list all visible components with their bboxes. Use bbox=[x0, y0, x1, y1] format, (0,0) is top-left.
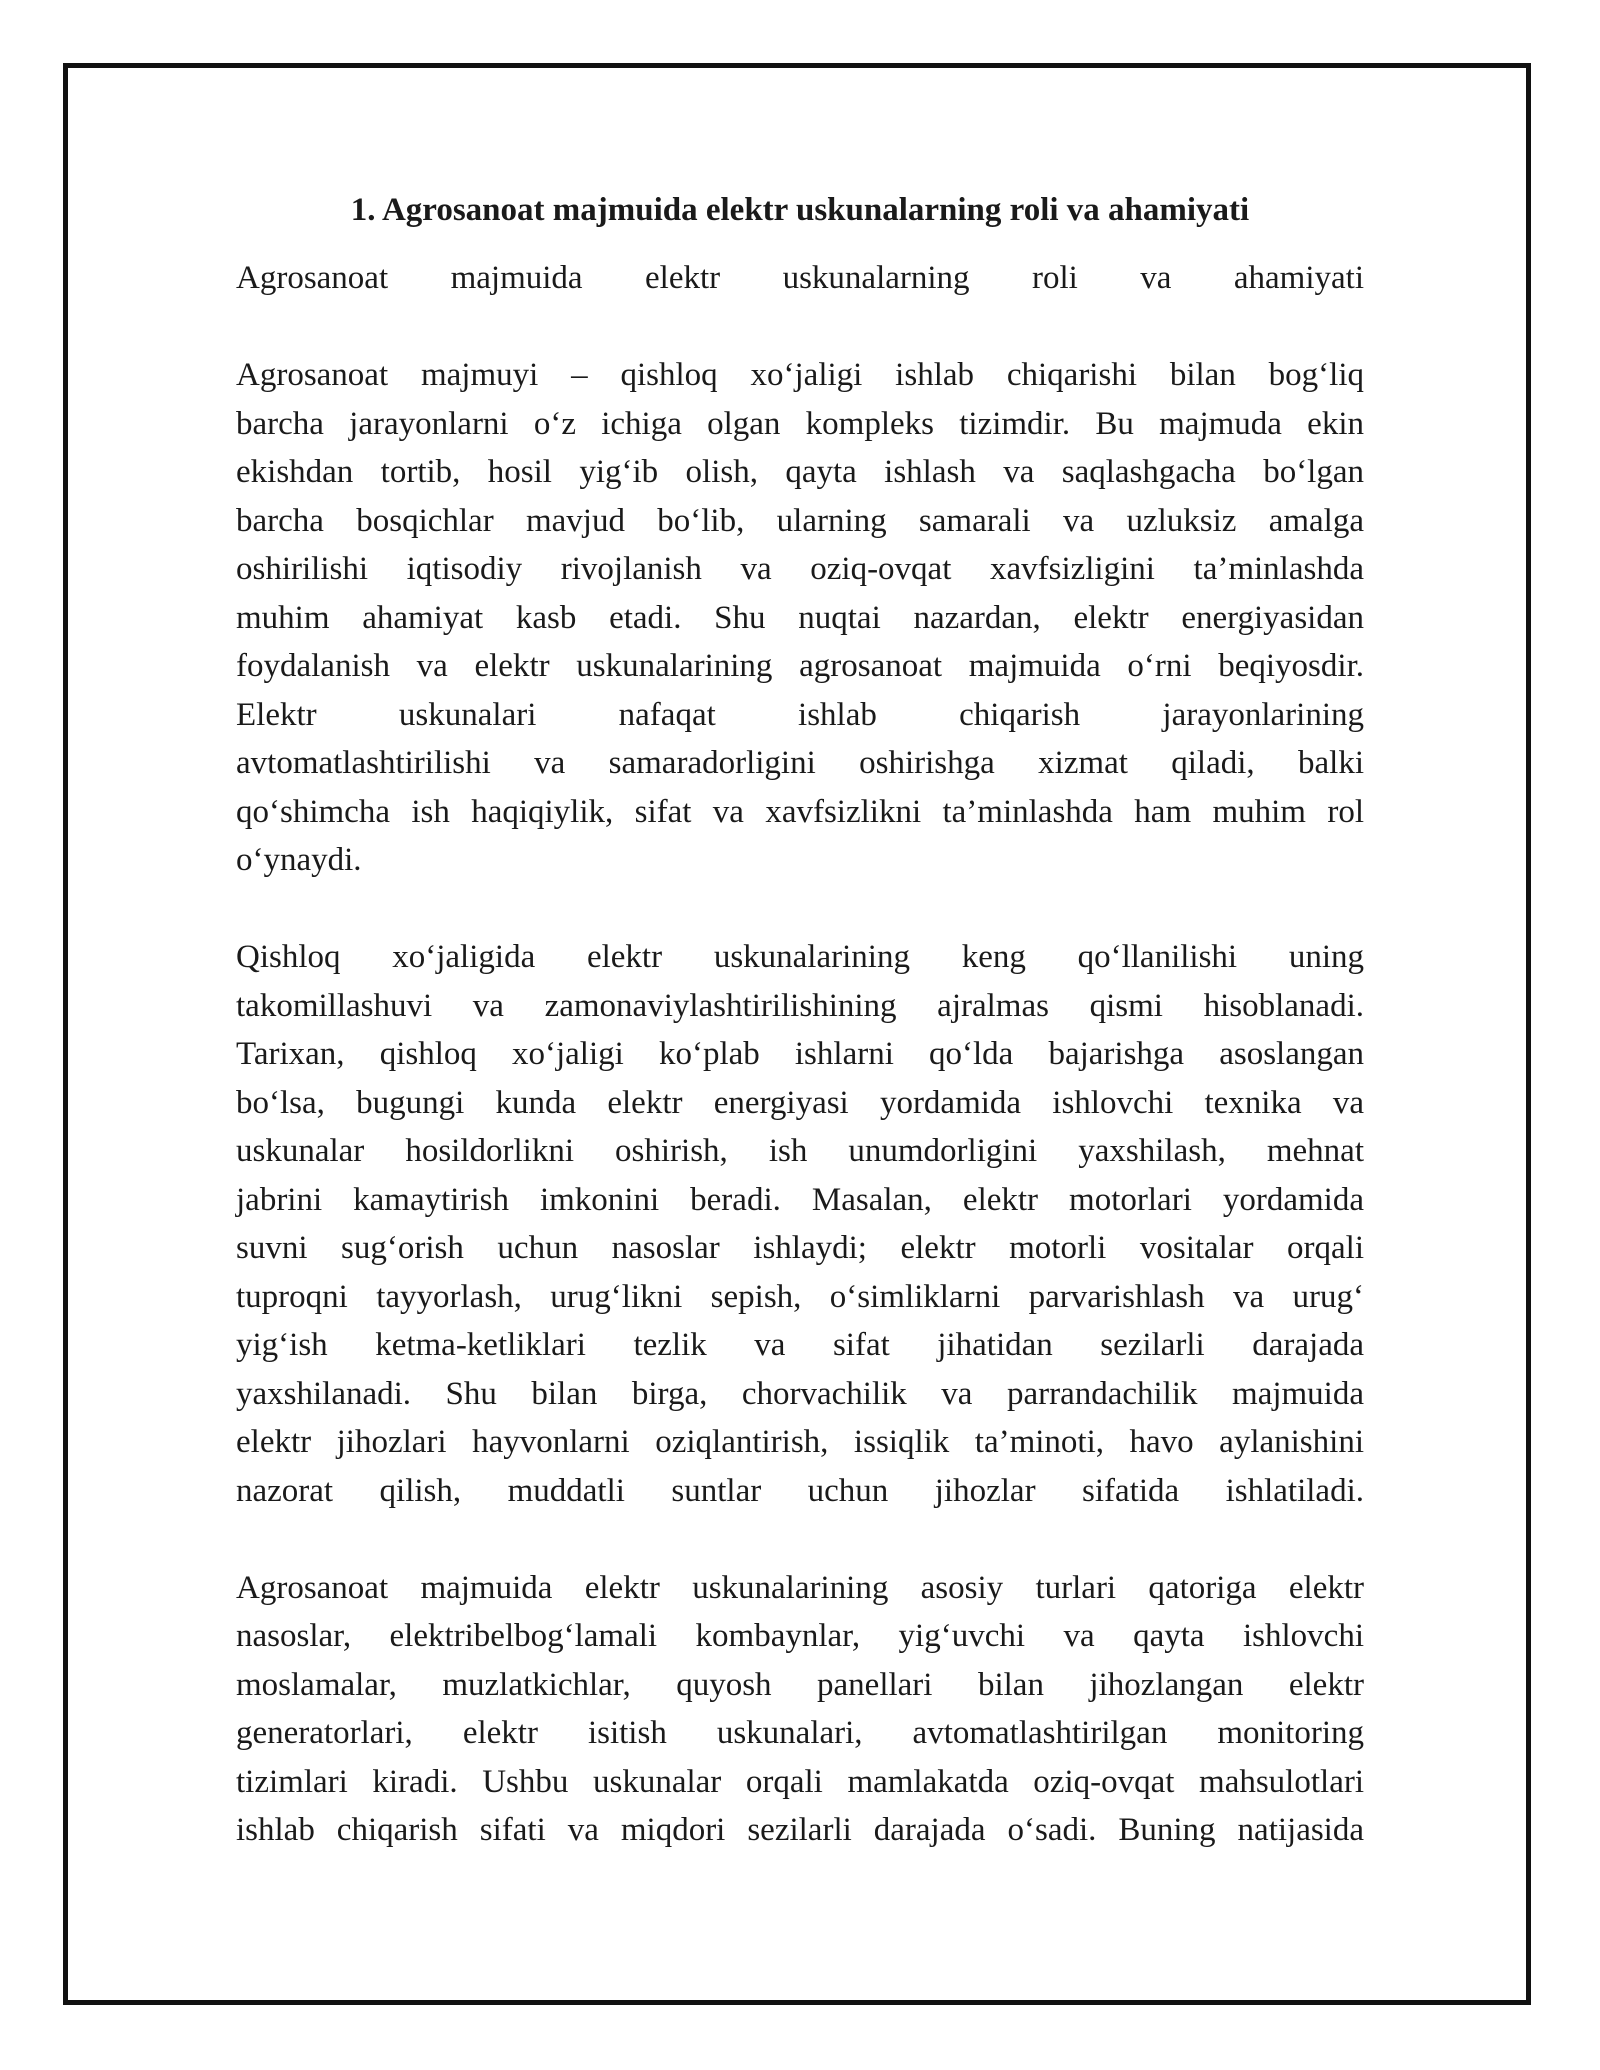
paragraph-line: nazorat qilish, muddatli suntlar uchun jihozlar sifatida ishlatiladi. bbox=[236, 1472, 1364, 1509]
paragraph-line: generatorlari, elektr isitish uskunalari, avtomatlashtirilgan monitoring bbox=[236, 1715, 1364, 1751]
paragraph-gap bbox=[236, 1515, 1364, 1564]
paragraph-line: avtomatlashtirilishi va samaradorligini oshirishga xizmat qiladi, balki bbox=[236, 745, 1364, 781]
paragraph-gap bbox=[236, 885, 1364, 934]
paragraph-line: jabrini kamaytirish imkonini beradi. Masalan, elektr motorlari yordamida bbox=[236, 1181, 1364, 1218]
paragraph-line: tuproqni tayyorlash, urug‘likni sepish, o‘simliklarni parvarishlash va urug‘ bbox=[236, 1278, 1364, 1315]
paragraph-line: Tarixan, qishloq xo‘jaligi ko‘plab ishlarni qo‘lda bajarishga asoslangan bbox=[236, 1036, 1364, 1072]
paragraph-line: bo‘lsa, bugungi kunda elektr energiyasi yordamida ishlovchi texnika va bbox=[236, 1084, 1364, 1121]
paragraph-1 bbox=[236, 351, 1364, 885]
section-heading: 1. Agrosanoat majmuida elektr uskunalarning roli va ahamiyati bbox=[350, 192, 1250, 228]
paragraph-line: Elektr uskunalari nafaqat ishlab chiqarish jarayonlarining bbox=[236, 696, 1364, 733]
paragraph-line: oshirilishi iqtisodiy rivojlanish va oziq-ovqat xavfsizligini ta’minlashda bbox=[236, 551, 1364, 587]
paragraph-line: muhim ahamiyat kasb etadi. Shu nuqtai nazardan, elektr energiyasidan bbox=[236, 599, 1364, 636]
document-body bbox=[236, 186, 1364, 1855]
paragraph-line: takomillashuvi va zamonaviylashtirilishining ajralmas qismi hisoblanadi. bbox=[236, 987, 1364, 1024]
paragraph-2 bbox=[236, 933, 1364, 1515]
paragraph-line: Agrosanoat majmuyi – qishloq xo‘jaligi ishlab chiqarishi bilan bog‘liq bbox=[236, 357, 1364, 393]
paragraph-line: Agrosanoat majmuida elektr uskunalarining asosiy turlari qatoriga elektr bbox=[236, 1569, 1364, 1606]
paragraph-3 bbox=[236, 1564, 1364, 1855]
paragraph-line: ishlab chiqarish sifati va miqdori sezilarli darajada o‘sadi. Buning natijasida bbox=[236, 1812, 1364, 1848]
paragraph-line: uskunalar hosildorlikni oshirish, ish unumdorligini yaxshilash, mehnat bbox=[236, 1133, 1364, 1169]
paragraph-line: foydalanish va elektr uskunalarining agrosanoat majmuida o‘rni beqiyosdir. bbox=[236, 648, 1364, 684]
paragraph-line: o‘ynaydi. bbox=[236, 842, 362, 878]
paragraph-line: moslamalar, muzlatkichlar, quyosh panellari bilan jihozlangan elektr bbox=[236, 1666, 1364, 1703]
paragraph-line: qo‘shimcha ish haqiqiylik, sifat va xavfsizlikni ta’minlashda ham muhim rol bbox=[236, 793, 1364, 830]
subtitle-line: Agrosanoat majmuida elektr uskunalarning roli va ahamiyati bbox=[236, 260, 1364, 296]
paragraph-line: barcha jarayonlarni o‘z ichiga olgan kompleks tizimdir. Bu majmuda ekin bbox=[236, 405, 1364, 442]
subtitle-paragraph bbox=[236, 254, 1364, 303]
paragraph-line: ekishdan tortib, hosil yig‘ib olish, qayta ishlash va saqlashgacha bo‘lgan bbox=[236, 454, 1364, 490]
paragraph-line: nasoslar, elektribelbog‘lamali kombaynlar, yig‘uvchi va qayta ishlovchi bbox=[236, 1618, 1364, 1654]
paragraph-line: elektr jihozlari hayvonlarni oziqlantirish, issiqlik ta’minoti, havo aylanishini bbox=[236, 1424, 1364, 1460]
paragraph-line: suvni sug‘orish uchun nasoslar ishlaydi; elektr motorli vositalar orqali bbox=[236, 1230, 1364, 1266]
paragraph-line: barcha bosqichlar mavjud bo‘lib, ularning samarali va uzluksiz amalga bbox=[236, 502, 1364, 539]
paragraph-line: yig‘ish ketma-ketliklari tezlik va sifat jihatidan sezilarli darajada bbox=[236, 1327, 1364, 1363]
paragraph-line: Qishloq xo‘jaligida elektr uskunalarining keng qo‘llanilishi uning bbox=[236, 939, 1364, 975]
paragraph-gap bbox=[236, 303, 1364, 352]
paragraph-line: yaxshilanadi. Shu bilan birga, chorvachilik va parrandachilik majmuida bbox=[236, 1375, 1364, 1412]
paragraph-line: tizimlari kiradi. Ushbu uskunalar orqali mamlakatda oziq-ovqat mahsulotlari bbox=[236, 1763, 1364, 1800]
